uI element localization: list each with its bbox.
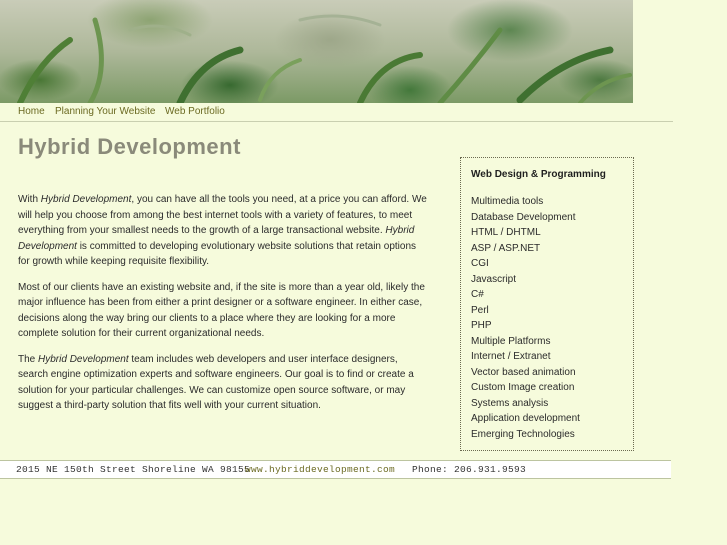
service-item: Multiple Platforms [471,335,551,347]
header-banner-image [0,0,633,103]
page-title: Hybrid Development [18,134,241,159]
service-item: Javascript [471,273,517,285]
nav-link-web-portfolio[interactable]: Web Portfolio [165,106,225,117]
services-sidebar [460,157,634,451]
service-item: PHP [471,320,492,331]
service-item: Internet / Extranet [471,351,551,362]
service-item: Database Development [471,211,576,223]
service-item: Application development [471,413,580,424]
service-item: C# [471,289,484,300]
footer-address: 2015 NE 150th Street Shoreline WA 98155 [16,464,251,475]
service-item: HTML / DHTML [471,227,541,238]
team-paragraph: The Hybrid Development team includes web developers and user interface designers, search engine optimization experts and software engineers. Our goal is to find or create a solution for your particular challenges. We can customize open source software, or may suggest a third-party solution that fits well with your current situation. [18,353,414,411]
footer-website-link[interactable]: www.hybriddevelopment.com [245,464,396,475]
service-item: Multimedia tools [471,196,544,207]
nav-link-planning-your-website[interactable]: Planning Your Website [55,106,156,117]
footer-bar [0,460,671,479]
foliage-graphic [0,0,633,103]
service-item: CGI [471,258,489,269]
main-content [18,192,430,424]
service-item: ASP / ASP.NET [471,242,541,254]
service-item: Custom Image creation [471,382,575,393]
intro-paragraph: With Hybrid Development, you can have all the tools you need, at a price you can afford. We will help you choose from among the best internet tools with a variety of features, to meet everything from your smallest needs to the growth of a large transactional website. Hybrid Development is committed to developing evolutionary website solutions that retain options for growth while keeping requisite flexibility. [18,194,427,267]
service-item: Systems analysis [471,397,549,409]
nav-link-home[interactable]: Home [18,106,45,117]
service-item: Perl [471,304,489,316]
services-list [471,194,633,442]
sidebar-heading: Web Design & Programming [471,169,606,180]
clients-paragraph: Most of our clients have an existing website and, if the site is more than a year old, likely the major influence has been from either a print designer or a software engineer. In either case, decisions along the way bring our clients to a place where they are looking for a more complete solution for their current organizational needs. [18,281,425,339]
main-navigation [0,103,673,122]
service-item: Vector based animation [471,366,576,378]
footer-phone: Phone: 206.931.9593 [412,464,527,475]
service-item: Emerging Technologies [471,428,575,440]
